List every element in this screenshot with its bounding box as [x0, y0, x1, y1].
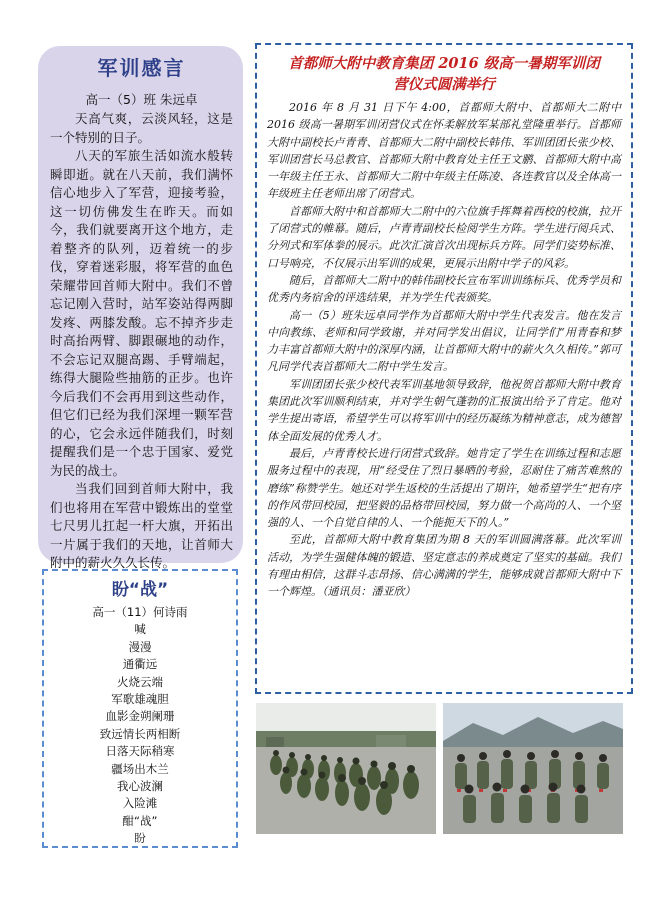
news-title — [271, 53, 617, 95]
poem-line: 致远情长两相断 — [99, 726, 181, 741]
news-body — [267, 99, 621, 601]
news-title-line: 营仪式圆满举行 — [393, 76, 495, 93]
poem-line: 入险滩 — [122, 796, 158, 811]
news-paragraph: 最后，卢青青校长进行闭营式致辞。她肯定了学生在训练过程和志愿服务过程中的表现，用“经受住了烈日暴晒的考验，忍耐住了痛苦难熬的磨练”称赞学生。她还对学生返校的生活提出了期许，她希望学生“把有序的作风带回校园，把坚毅的品格带回校园，努力做一个高尚的人、一个坚强的人、一个自觉自律的人、一个能扼天下的人。” — [267, 446, 621, 530]
news-paragraph: 高一（5）班朱远卓同学作为首都师大附中学生代表发言。他在发言中向教练、老师和同学致谢，并对同学发出倡议，让同学们“用青春和梦力丰富首都师大附中的深厚内涵，让首都师大附中的薪火久久相传。”郭可凡同学代表首都师大二附中学生发言。 — [267, 308, 621, 374]
news-title-line: 首都师大附中教育集团 2016 级高一暑期军训闭 — [288, 55, 600, 72]
news-paragraph: 军训团团长张少校代表军训基地领导致辞，他祝贺首都师大附中教育集团此次军训顺利结束，并对学生朝气蓬勃的汇报演出给予了肯定。他对学生提出寄语，希望学生可以将军训中的经历凝练为精神意志，成为德智体全面发展的优秀人才。 — [267, 377, 621, 443]
poem-line: 漫漫 — [128, 639, 152, 654]
poem-line: 盼 — [134, 831, 146, 846]
news-paragraph: 首都师大附中和首都师大二附中的六位旗手挥舞着西校的校旗，拉开了闭营式的帷幕。随后，卢青青副校长检阅学生方阵。学生进行阅兵式、分列式和军体拳的展示。此次汇演首次出现标兵方阵。同学们姿势标准、口号响亮，不仅展示出军训的成果，更展示出附中学子的风彩。 — [267, 204, 621, 270]
poem-line: 我心波澜 — [117, 779, 163, 794]
poem-line: 喊 — [134, 622, 146, 637]
poem-line: 军歌雄魂胆 — [111, 692, 169, 707]
poem-title: 盼“战” — [111, 580, 169, 600]
reflection-byline: 高一（5）班 朱远卓 — [85, 92, 198, 107]
reflection-paragraph: 天高气爽，云淡风轻，这是一个特别的日子。 — [50, 111, 233, 145]
poem-line: 通衢远 — [122, 657, 158, 672]
reflection-panel — [38, 46, 243, 570]
poem-byline: 高一（11）何诗雨 — [92, 605, 188, 619]
news-paragraph: 2016 年 8 月 31 日下午 4:00，首都师大附中、首都师大二附中 2016 级高一暑期军训闭营仪式在怀柔解放军某部礼堂隆重举行。首都师大附中副校长卢青青、首都师大二附中副校长韩伟、军训团团长张少校、军训团营长马总教官、首都师大附中教育处主任王文鹏、首都师大附中高一年级主任王永、首都师大二附中年级主任陈凌、各连教官以及全体高一年级班主任老师出席了闭营式。 — [267, 101, 621, 201]
reflection-paragraph: 当我们回到首师大附中，我们也将用在军营中锻炼出的堂堂七尺男儿扛起一杆大旗，开拓出一片属于我们的天地，让首师大附中的薪火久久长传。 — [50, 481, 233, 570]
news-paragraph: 至此，首都师大附中教育集团为期 8 天的军训圆满落幕。此次军训活动，为学生强健体魄的锻造、坚定意志的养成奠定了坚实的基础。我们有理由相信，这群斗志昂扬、信心满满的学生，能够成就首都师大附中下一个辉煌。（通讯员：潘亚欣） — [267, 533, 621, 599]
reflection-title: 军训感言 — [97, 56, 186, 80]
poem-line: 日落天际稍寒 — [105, 744, 175, 759]
poem-line: 酣“战” — [122, 813, 158, 828]
photo-training — [443, 703, 623, 834]
reflection-paragraph: 八天的军旅生活如流水般转瞬即逝。就在八天前，我们满怀信心地步入了军营，迎接考验，这一切仿佛发生在昨天。而如今，我们就要离开这个地方，走着整齐的队列，迈着统一的步伐，穿着迷彩服，将军营的血色荣耀带回首师大附中。我们不曾忘记刚入营时，站军姿站得两脚发疼、两膝发酸。忘不掉齐步走时高抬两臂、脚跟碾地的动作，不会忘记双腿高踢、手臂端起，练得大腿险些抽筋的正步。也许今后我们不会再用到这些动作，但它们已经为我们深埋一颗军营的心，它会永远伴随我们，时刻提醒我们是一个忠于国家、爱党为民的战士。 — [50, 148, 233, 478]
parade-scene — [256, 703, 436, 834]
news-panel — [255, 43, 633, 694]
poem-line: 火烧云端 — [117, 674, 163, 689]
poem-panel — [42, 569, 238, 848]
photo-parade — [256, 703, 436, 834]
training-scene — [443, 703, 623, 834]
poem-line: 疆场出木兰 — [111, 761, 169, 776]
poem-line: 血影金朔阑珊 — [105, 709, 175, 724]
news-paragraph: 随后，首都师大二附中的韩伟副校长宣布军训训练标兵、优秀学员和优秀内务宿舍的评选结果，并为学生代表颁奖。 — [267, 273, 621, 305]
reflection-body — [50, 110, 233, 573]
